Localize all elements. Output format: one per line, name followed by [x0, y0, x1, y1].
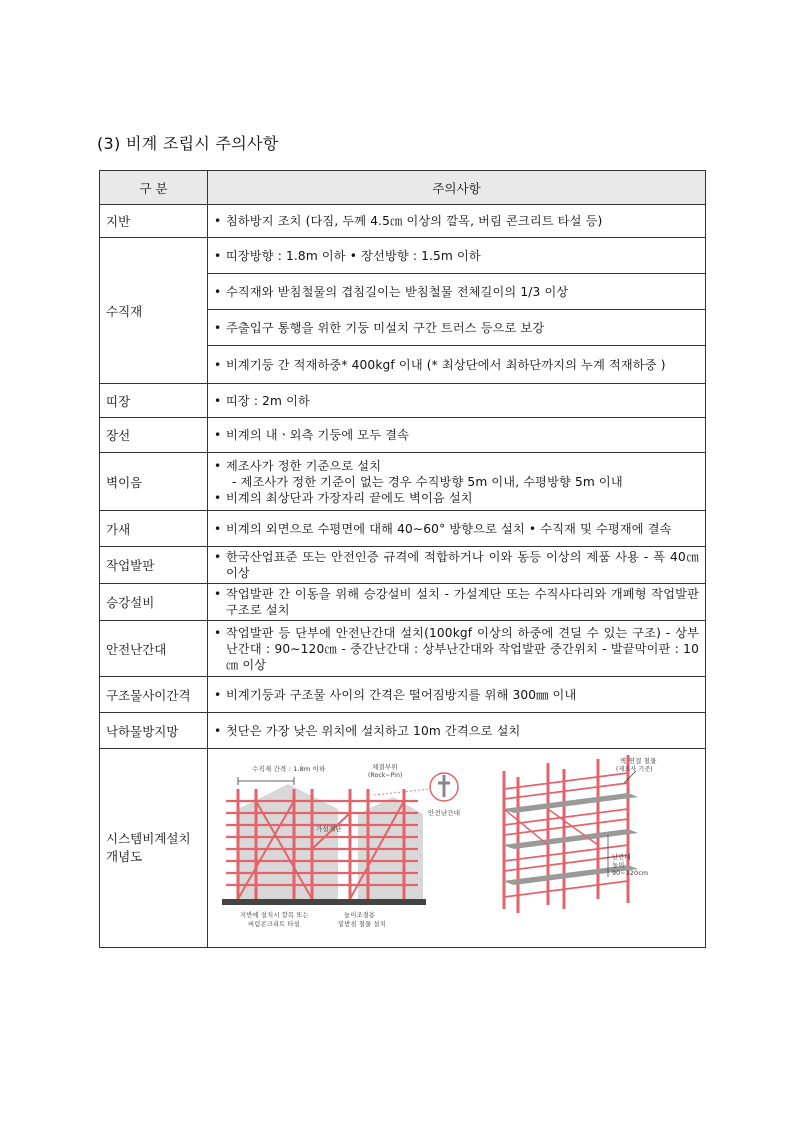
table-row: 가새 • 비계의 외면으로 수평면에 대해 40∼60° 방향으로 설치 • 수직재 및 수평재에 결속	[100, 511, 706, 547]
row-text: 비계의 외면으로 수평면에 대해 40∼60° 방향으로 설치 • 수직재 및 수평재에 결속	[226, 521, 672, 536]
table-row: 구조물사이간격 • 비계기둥과 구조물 사이의 간격은 떨어짐방지를 위해 300㎜ 이내	[100, 677, 706, 713]
table-row: 안전난간대 • 작업발판 등 단부에 안전난간대 설치(100kgf 이상의 하중에 견딜 수 있는 구조) - 상부난간대 : 90∼120㎝ - 중간난간대 : 상부난간대와 작업발판 중간위치 - 발끝막이판 : 10㎝ 이상	[100, 621, 706, 677]
row-text: 첫단은 가장 낮은 위치에 설치하고 10m 간격으로 설치	[226, 723, 521, 738]
row-text: 비계기둥과 구조물 사이의 간격은 떨어짐방지를 위해 300㎜ 이내	[226, 687, 577, 702]
row-text: 한국산업표준 또는 안전인증 규격에 적합하거나 이와 동등 이상의 제품 사용 - 폭 40㎝ 이상	[226, 550, 699, 580]
row-label: 띠장	[100, 384, 208, 418]
label-rail-2: 높이	[612, 862, 625, 869]
row-text: 비계의 최상단과 가장자리 끝에도 벽이음 설치	[226, 490, 473, 505]
table-row: • 수직재와 받침철물의 겹침길이는 받침철물 전체길이의 1/3 이상	[100, 274, 706, 310]
row-label: 가새	[100, 511, 208, 547]
row-label: 수직재	[100, 238, 208, 384]
ground-strip	[222, 899, 426, 905]
row-text: 제조사가 정한 기준으로 설치	[226, 458, 382, 473]
row-label: 승강설비	[100, 584, 208, 621]
label-fastener-sub: (Rock~Pin)	[368, 772, 403, 779]
system-scaffold-diagram	[208, 749, 704, 947]
table-row: 장선 • 비계의 내ㆍ외측 기둥에 모두 결속	[100, 418, 706, 453]
table-row: 지반 • 침하방지 조치 (다짐, 두께 4.5㎝ 이상의 깔목, 버림 콘크리트 타설 등)	[100, 205, 706, 238]
row-label: 안전난간대	[100, 621, 208, 677]
table-row: 작업발판 • 한국산업표준 또는 안전인증 규격에 적합하거나 이와 동등 이상의 제품 사용 - 폭 40㎝ 이상	[100, 547, 706, 584]
row-label: 작업발판	[100, 547, 208, 584]
header-precautions: 주의사항	[208, 171, 706, 205]
label-rail-1: 난간대	[612, 854, 631, 861]
row-text: 주출입구 통행을 위한 기둥 미설치 구간 트러스 등으로 보강	[226, 320, 545, 335]
table-row: 벽이음 • 제조사가 정한 기준으로 설치 - 제조사가 정한 기준이 없는 경우 수직방향 5m 이내, 수평방향 5m 이내 • 비계의 최상단과 가장자리 끝에도 벽이음 설치	[100, 453, 706, 511]
table-row: • 비계기둥 간 적재하중* 400kgf 이내 (* 최상단에서 최하단까지의 누계 적재하중 )	[100, 346, 706, 384]
row-label: 지반	[100, 205, 208, 238]
table-row: 수직재 • 띠장방향 : 1.8m 이하 • 장선방향 : 1.5m 이하	[100, 238, 706, 274]
right-scaffold-diagram	[502, 755, 657, 913]
row-label: 벽이음	[100, 453, 208, 511]
row-text: 띠장 : 2m 이하	[226, 393, 310, 408]
label-ground-1: 지반에 설치시 깔목 또는	[240, 912, 309, 919]
label-stairs: 가설계단	[316, 825, 342, 833]
label-rail-3: 90∼120cm	[612, 870, 649, 877]
row-label: 장선	[100, 418, 208, 453]
label-vertical-spacing: 수직재 간격 : 1.8m 이하	[252, 765, 326, 773]
section-title: (3) 비계 조립시 주의사항	[97, 134, 279, 153]
table-row: 승강설비 • 작업발판 간 이동을 위해 승강설비 설치 - 가설계단 또는 수직사다리와 개폐형 작업발판 구조로 설치	[100, 584, 706, 621]
table-row: 띠장 • 띠장 : 2m 이하	[100, 384, 706, 418]
row-text: 작업발판 등 단부에 안전난간대 설치(100kgf 이상의 하중에 견딜 수 있는 구조) - 상부난간대 : 90∼120㎝ - 중간난간대 : 상부난간대와 작업발판 중간위치 - 발끝막이판 : 10㎝ 이상	[226, 625, 699, 672]
precautions-table	[99, 170, 706, 948]
left-scaffold-diagram	[222, 762, 460, 928]
system-scaffold-figure-cell	[208, 749, 706, 948]
table-row	[100, 749, 706, 948]
label-wall-tie-1: 벽 연결 철물	[620, 757, 657, 765]
table-row: 낙하물방지망 • 첫단은 가장 낮은 위치에 설치하고 10m 간격으로 설치	[100, 713, 706, 749]
row-text: 비계기둥 간 적재하중* 400kgf 이내 (* 최상단에서 최하단까지의 누계 적재하중 )	[226, 357, 666, 372]
row-text: 작업발판 간 이동을 위해 승강설비 설치 - 가설계단 또는 수직사다리와 개폐형 작업발판 구조로 설치	[226, 587, 699, 617]
header-category: 구 분	[100, 171, 208, 205]
table-header-row	[100, 171, 706, 205]
row-text: 띠장방향 : 1.8m 이하 • 장선방향 : 1.5m 이하	[226, 248, 481, 263]
table-row: • 주출입구 통행을 위한 기둥 미설치 구간 트러스 등으로 보강	[100, 310, 706, 346]
label-ground-2: 버림콘크리트 타설	[248, 921, 301, 928]
row-subtext: - 제조사가 정한 기준이 없는 경우 수직방향 5m 이내, 수평방향 5m 이내	[232, 474, 623, 489]
row-label: 낙하물방지망	[100, 713, 208, 749]
label-guardrail: 안전난간대	[428, 809, 461, 817]
row-label: 시스템비계설치 개념도	[100, 749, 208, 948]
row-label: 구조물사이간격	[100, 677, 208, 713]
label-base-1: 높이조절용	[344, 912, 376, 919]
row-text: 수직재와 받침철물의 겹침길이는 받침철물 전체길이의 1/3 이상	[226, 284, 569, 299]
label-fastener: 체결부위	[372, 763, 398, 771]
label-base-2: 밑받침 철물 설치	[338, 921, 386, 928]
row-text: 비계의 내ㆍ외측 기둥에 모두 결속	[226, 428, 410, 442]
row-text: 침하방지 조치 (다짐, 두께 4.5㎝ 이상의 깔목, 버림 콘크리트 타설 등)	[226, 214, 603, 228]
label-wall-tie-2: (제조사 기준)	[616, 766, 653, 773]
